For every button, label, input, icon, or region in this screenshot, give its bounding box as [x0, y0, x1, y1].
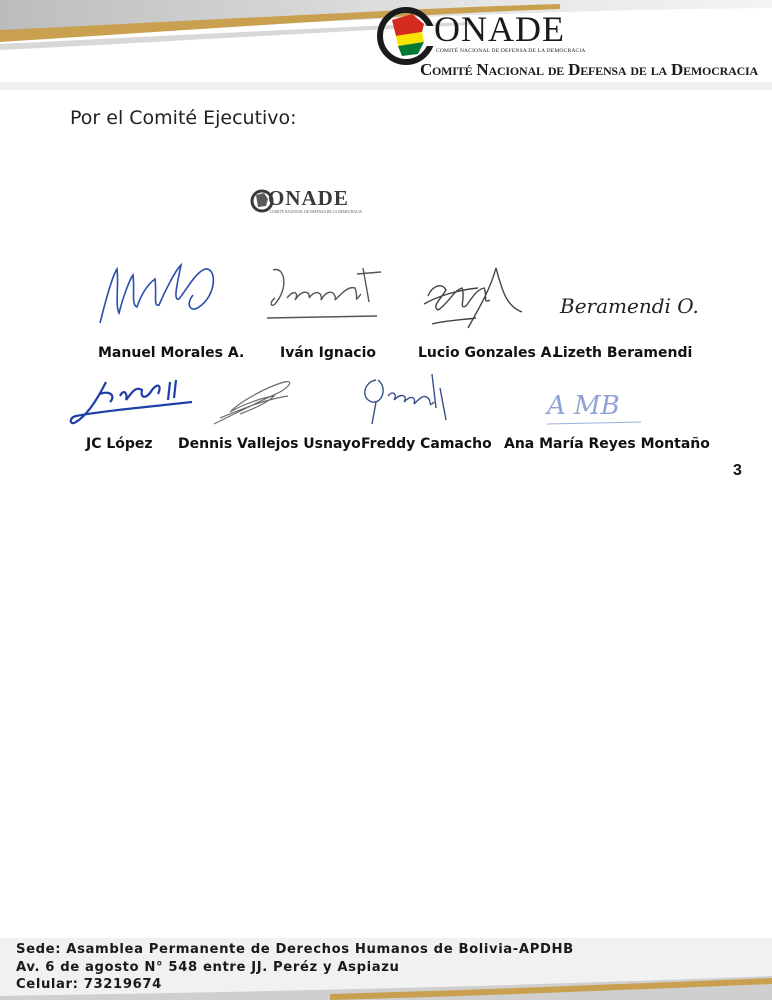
logo-subtitle: COMITÉ NACIONAL DE DEFENSA DE LA DEMOCRACIA [436, 48, 586, 54]
signature-lizeth-text: Beramendi O. [560, 294, 699, 318]
footer-line-address: Av. 6 de agosto N° 548 entre JJ. Peréz y Aspiazu [16, 959, 400, 975]
signatory-name: Ana María Reyes Montaño [504, 436, 710, 452]
signatory-name: Lucio Gonzales A. [418, 345, 558, 361]
intro-text: Por el Comité Ejecutivo: [70, 107, 297, 129]
footer-address [16, 941, 574, 994]
signature-ana-text: A MB [547, 391, 620, 421]
logo-word: ONADE [434, 9, 565, 49]
stamp-subtitle: COMITÉ NACIONAL DE DEFENSA DE LA DEMOCRACIA [270, 210, 363, 214]
signature-lucio-gonzales [418, 260, 528, 335]
signatory-name: Iván Ignacio [280, 345, 376, 361]
signature-dennis-vallejos [210, 376, 300, 431]
signature-ivan-ignacio [265, 258, 385, 328]
letterhead-header [0, 0, 772, 90]
page-number: 3 [733, 462, 742, 479]
signatory-name: Lizeth Beramendi [554, 345, 693, 361]
footer-line-sede: Sede: Asamblea Permanente de Derechos Humanos de Bolivia-APDHB [16, 942, 574, 957]
footer-line-phone: Celular: 73219674 [16, 977, 162, 992]
signatory-name: JC López [86, 436, 153, 452]
bolivia-map-icon [378, 6, 438, 68]
signatory-name: Manuel Morales A. [98, 345, 245, 361]
stamp-word: ONADE [268, 186, 349, 210]
signature-lizeth-beramendi [558, 285, 699, 325]
signature-ana-maria-reyes [545, 380, 645, 430]
signature-manuel-morales [95, 255, 225, 330]
org-name: Comité Nacional de Defensa de la Democracia [419, 60, 758, 79]
signature-jc-lopez [66, 372, 201, 434]
conade-stamp [250, 186, 366, 222]
signatory-name: Dennis Vallejos Usnayo [178, 436, 361, 452]
signature-freddy-camacho [358, 368, 463, 428]
signatory-name: Freddy Camacho [361, 436, 492, 452]
letterhead-footer [0, 938, 772, 1000]
conade-logo [378, 6, 758, 86]
